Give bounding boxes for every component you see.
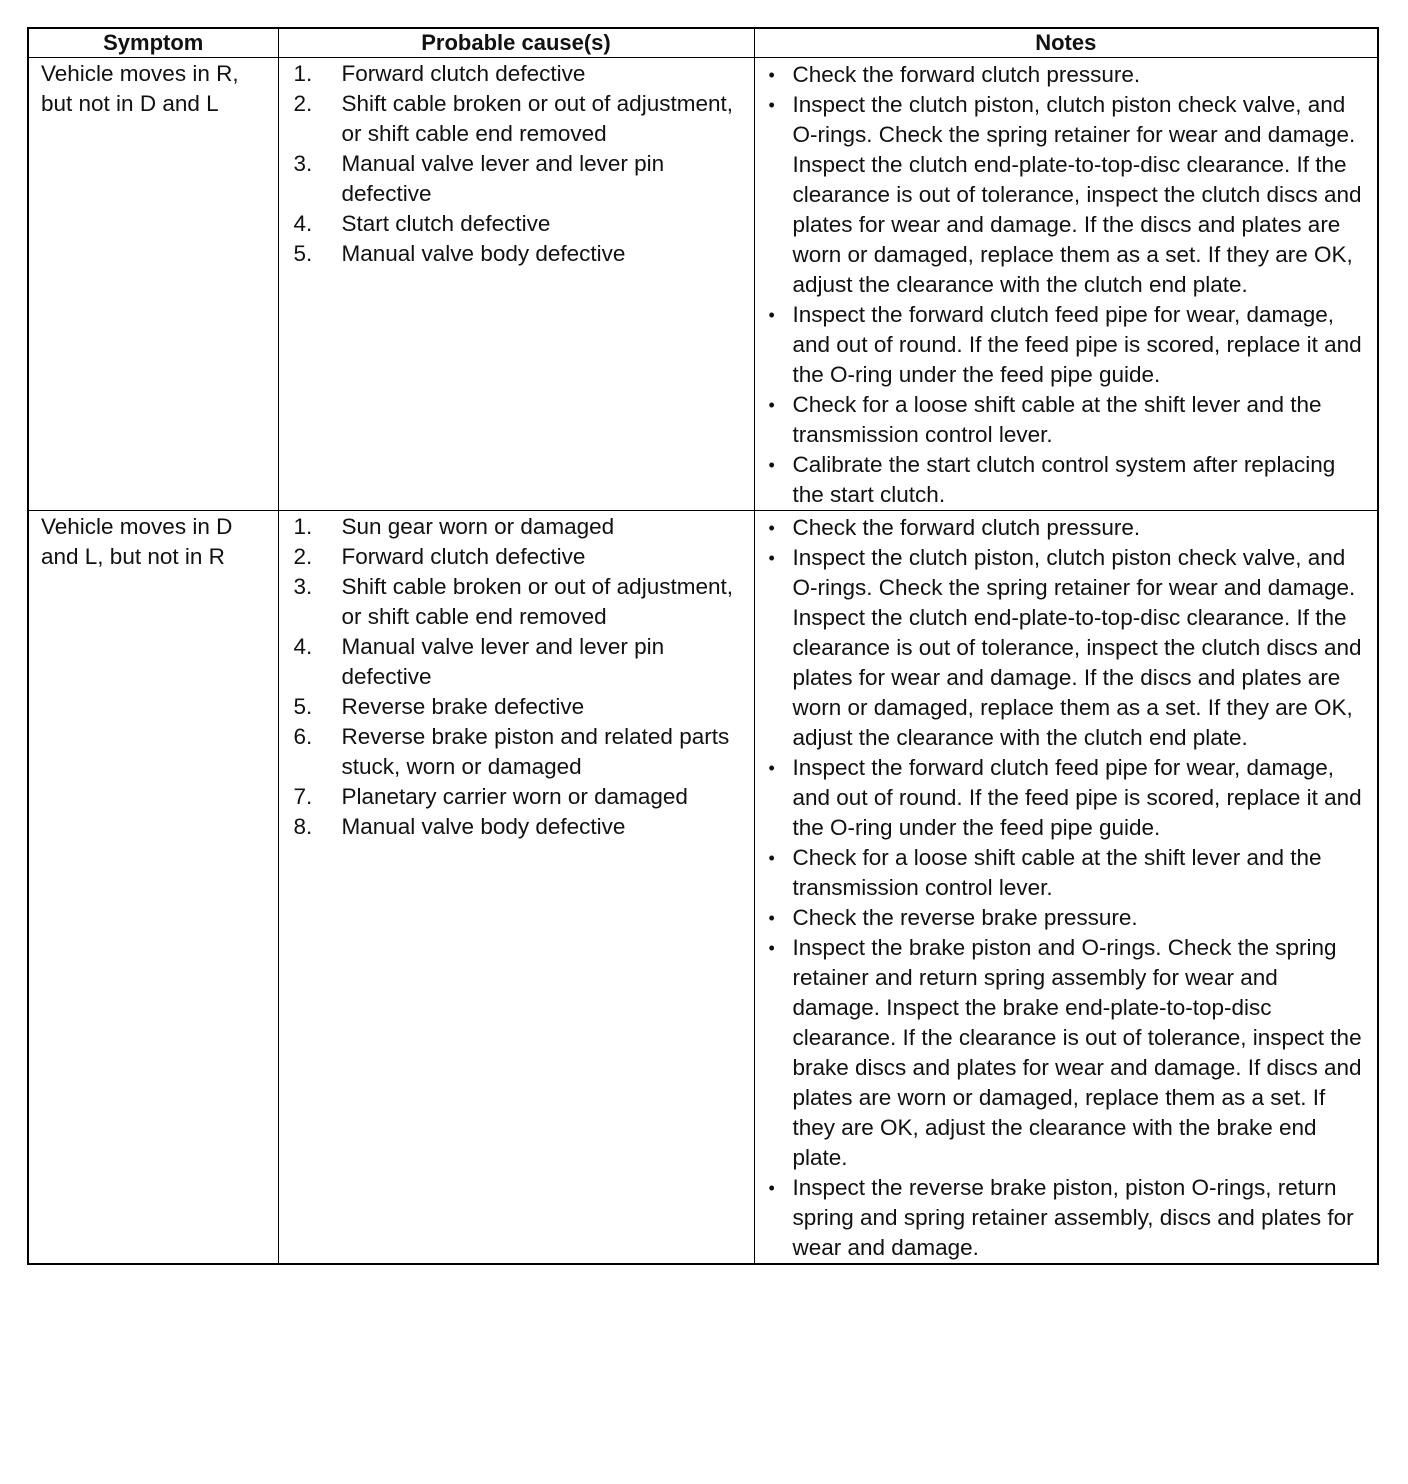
symptom-text: Vehicle moves in D and L, but not in R [41,514,233,569]
header-symptom: Symptom [28,28,278,58]
table-row [28,58,1378,511]
cause-item [294,149,750,209]
bullet-icon: • [768,65,775,85]
cause-number: 1. [293,514,313,539]
cause-item [294,722,750,782]
cause-list [279,58,754,269]
bullet-icon: • [768,95,775,115]
note-text: Calibrate the start clutch control system after replacing the start clutch. [792,452,1336,507]
note-text: Inspect the clutch piston, clutch piston check valve, and O-rings. Check the spring retainer for wear and damage. Inspect the clutch end-plate-to-top-disc clearance. If the clearance is out of tolerance, inspect the clutch discs and plates for wear and damage. If the discs and plates are worn or damaged, replace them as a set. If they are OK, adjust the clearance with the clutch end plate. [792,545,1362,750]
cause-text: Start clutch defective [341,211,551,236]
table-body [28,58,1378,1265]
cause-item [294,632,750,692]
header-probable-cause: Probable cause(s) [278,28,754,58]
notes-cell [754,58,1378,511]
cause-number: 2. [293,544,313,569]
note-item [769,450,1370,510]
cause-number: 6. [293,724,313,749]
bullet-icon: • [768,548,775,568]
cause-number: 4. [293,211,313,236]
cause-number: 5. [293,241,313,266]
cause-text: Manual valve body defective [341,241,626,266]
note-item [769,60,1370,90]
bullet-icon: • [768,518,775,538]
note-item [769,390,1370,450]
bullet-icon: • [768,908,775,928]
note-item [769,753,1370,843]
bullet-icon: • [768,938,775,958]
cause-item [294,542,750,572]
note-text: Inspect the brake piston and O-rings. Check the spring retainer and return spring assembly for wear and damage. Inspect the brake end-plate-to-top-disc clearance. If the clearance is out of tolerance, inspect the brake discs and plates for wear and damage. If discs and plates are worn or damaged, replace them as a set. If they are OK, adjust the clearance with the brake end plate. [792,935,1362,1170]
note-text: Check the forward clutch pressure. [792,62,1141,87]
cause-item [294,59,750,89]
cause-number: 8. [293,814,313,839]
cause-item [294,812,750,842]
cause-item [294,239,750,269]
cause-text: Manual valve lever and lever pin defective [341,634,665,689]
cause-number: 1. [293,61,313,86]
note-item [769,1173,1370,1263]
notes-cell [754,511,1378,1265]
cause-number: 4. [293,634,313,659]
notes-list [755,58,1378,510]
note-item [769,300,1370,390]
cause-text: Shift cable broken or out of adjustment, or shift cable end removed [341,91,733,146]
cause-number: 3. [293,151,313,176]
note-item [769,543,1370,753]
note-text: Inspect the forward clutch feed pipe for wear, damage, and out of round. If the feed pipe is scored, replace it and the O-ring under the feed pipe guide. [792,302,1362,387]
cause-text: Reverse brake defective [341,694,585,719]
cause-text: Manual valve body defective [341,814,626,839]
note-text: Check the reverse brake pressure. [792,905,1138,930]
cause-item [294,782,750,812]
cause-item [294,89,750,149]
cause-item [294,512,750,542]
cause-text: Forward clutch defective [341,61,586,86]
cause-text: Planetary carrier worn or damaged [341,784,688,809]
cause-text: Shift cable broken or out of adjustment, or shift cable end removed [341,574,733,629]
bullet-icon: • [768,455,775,475]
symptom-cell [28,58,278,511]
header-notes: Notes [754,28,1378,58]
cause-item [294,692,750,722]
cause-list [279,511,754,842]
note-text: Inspect the reverse brake piston, piston O-rings, return spring and spring retainer assembly, discs and plates for wear and damage. [792,1175,1354,1260]
cause-text: Forward clutch defective [341,544,586,569]
note-item [769,90,1370,300]
note-text: Inspect the clutch piston, clutch piston check valve, and O-rings. Check the spring retainer for wear and damage. Inspect the clutch end-plate-to-top-disc clearance. If the clearance is out of tolerance, inspect the clutch discs and plates for wear and damage. If the discs and plates are worn or damaged, replace them as a set. If they are OK, adjust the clearance with the clutch end plate. [792,92,1362,297]
probable-cause-cell [278,58,754,511]
note-text: Check the forward clutch pressure. [792,515,1141,540]
bullet-icon: • [768,395,775,415]
bullet-icon: • [768,848,775,868]
cause-text: Manual valve lever and lever pin defective [341,151,665,206]
note-text: Inspect the forward clutch feed pipe for wear, damage, and out of round. If the feed pipe is scored, replace it and the O-ring under the feed pipe guide. [792,755,1362,840]
cause-text: Sun gear worn or damaged [341,514,615,539]
cause-item [294,209,750,239]
symptom-cell [28,511,278,1265]
note-text: Check for a loose shift cable at the shift lever and the transmission control lever. [792,392,1322,447]
symptom-text: Vehicle moves in R, but not in D and L [41,61,239,116]
cause-number: 2. [293,91,313,116]
bullet-icon: • [768,1178,775,1198]
bullet-icon: • [768,305,775,325]
troubleshooting-sheet [27,27,1377,1265]
probable-cause-cell [278,511,754,1265]
troubleshooting-table [27,27,1379,1265]
note-item [769,903,1370,933]
notes-list [755,511,1378,1263]
note-item [769,513,1370,543]
cause-number: 7. [293,784,313,809]
note-item [769,843,1370,903]
note-item [769,933,1370,1173]
header-row [28,28,1378,58]
cause-number: 3. [293,574,313,599]
bullet-icon: • [768,758,775,778]
table-row [28,511,1378,1265]
cause-text: Reverse brake piston and related parts stuck, worn or damaged [341,724,730,779]
cause-number: 5. [293,694,313,719]
cause-item [294,572,750,632]
note-text: Check for a loose shift cable at the shift lever and the transmission control lever. [792,845,1322,900]
